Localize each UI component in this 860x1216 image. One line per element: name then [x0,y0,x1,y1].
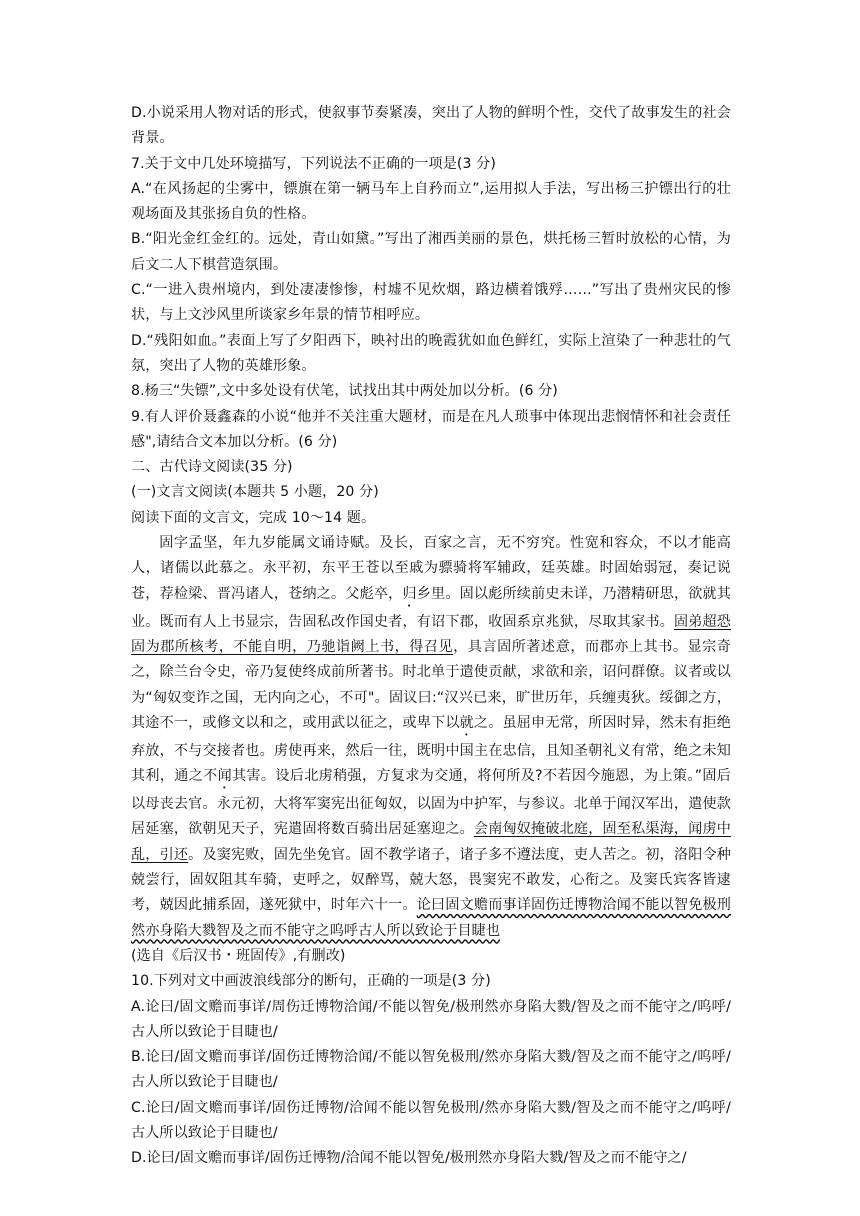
question-7-option-a: A.“在风扬起的尘雾中，镖旗在第一辆马车上自矜而立”,运用拟人手法，写出杨三护镖出行的壮观场面及其张扬自负的性格。 [131,180,731,223]
underlined-sentence-2: 会南匈奴掩破北庭，固至私渠海，闻虏中乱，引还 [131,821,731,863]
passage-text: 固字孟坚，年九岁能属文诵诗赋。及长，百家之言，无不穷究。性宽和容众，不以才能高人，诸儒以此慕之。永平初，东平王苍以至戚为骠骑将军辅政，廷英雄。时固始弱冠，奏记说苍，荐检梁、晋冯诸人，苍纳之。父彪卒， [131,535,731,602]
reading-instruction: 阅读下面的文言文，完成 10～14 题。 [131,509,376,526]
passage-text: 乡里。固以彪所续前史未详，乃潜精研思，欲就其业。既而有人上书显宗，告固私改作国史者，有诏下郡，收固系京兆狱，尽取其家书。 [131,585,731,630]
subsection-heading: (一)文言文阅读(本题共 5 小题，20 分) [131,484,379,501]
dotted-char: 就 [459,714,474,731]
question-10-stem: 10.下列对文中画波浪线部分的断句，正确的一项是(3 分) [131,973,491,990]
question-7-option-b: B.“阳光金红金红的。远处，青山如黛。”写出了湘西美丽的景色，烘托杨三暂时放松的心情，为后文二人下棋营造氛围。 [131,231,731,273]
section-heading: 二、古代诗文阅读(35 分) [131,459,293,476]
question-9: 9.有人评价聂鑫森的小说“他并不关注重大题材，而是在凡人琐事中体现出悲悯情怀和社会责任感",请结合文本加以分析。(6 分) [131,408,731,450]
passage-source: (选自《后汉书・班固传》,有删改) [131,947,346,964]
dotted-char: 闻 [217,768,233,785]
question-7-stem: 7.关于文中几处环境描写，下列说法不正确的一项是(3 分) [131,155,496,172]
passage-text: 其害。设后北虏稍强，方复求为交通，将何所及?不若因今施恩，为上策。”固后以母丧去官。永元初，大将军窦宪出征匈奴，以固为中护军，与参议。北单于闻汉军出，遣使款居延塞，欲朝见天子，宪遣固将数百骑出居延塞迎之。 [131,768,731,838]
dotted-char: 归 [402,585,417,602]
wavy-underlined-passage: 论曰固文赡而事详固伤迁博物洽闻不能以智免极刑然亦身陷大戮智及之而不能守之呜呼古人所以致论于目睫也 [131,897,732,939]
document-content [131,101,731,1172]
question-10-option-a: A.论曰/固文赡而事详/周伤迁博物洽闻/不能以智免/极刑然亦身陷大戮/智及之而不能守之/呜呼/古人所以致论于目睫也/ [131,998,731,1040]
question-10-option-b: B.论曰/固文赡而事详/固伤迁博物洽闻/不能以智免极刑/然亦身陷大戮/智及之而不能守之/呜呼/古人所以致论于目睫也/ [131,1049,731,1091]
passage-text: 。及窦宪败，固先坐免官。固不教学诸子，诸子多不遵法度，吏人苦之。初，洛阳令种兢尝行，固奴阻其车骑，吏呼之，奴醉骂，兢大怒，畏窦宪不敢发，心衔之。及窦氏宾客皆逮考，兢因此捕系固，遂死狱中，时年六十一。 [131,846,731,914]
question-7-option-c: C.“一进入贵州境内，到处凄凄惨惨，村墟不见炊烟，路边横着饿殍……”写出了贵州灾民的惨状，与上文沙风里所谈家乡年景的情节相呼应。 [131,282,731,324]
passage-text: 之。虽屈申无常，所因时异，然未有拒绝弃放，不与交接者也。虏使再来，然后一往，既明中国主在忠信，且知圣朝礼义有常，绝之未知其利，通之不 [131,714,731,785]
underlined-sentence-1: 固弟超恐固为郡所核考，不能自明，乃驰诣阙上书，得召见 [131,613,731,655]
question-7-option-d: D.“残阳如血。”表面上写了夕阳西下，映衬出的晚霞犹如血色鲜红，实际上渲染了一种悲壮的气氛，突出了人物的英雄形象。 [131,332,731,374]
option-d-q6: D.小说采用人物对话的形式，使叙事节奏紧凑，突出了人物的鲜明个性，交代了故事发生的社会背景。 [131,105,731,147]
question-8: 8.杨三“失镖”,文中多处设有伏笔，试找出其中两处加以分析。(6 分) [131,383,558,400]
question-10-option-d: D.论曰/固文赡而事详/固伤迁博物/洽闻不能以智免/极刑然亦身陷大戮/智及之而不能守之/ [131,1150,687,1167]
passage-text: ，具言固所著述意，而郡亦上其书。显宗奇之，除兰台令史，帝乃复使终成前所著书。时北单于遣使贡献，求欲和亲，诏问群僚。议者或以为“匈奴变诈之国，无内向之心，不可"。固议曰:“汉兴已来，旷世历年，兵缠夷狄。绥御之方，其途不一，或修文以和之，或用武以征之，或卑下以 [131,638,731,731]
classical-passage [131,531,731,944]
question-10-option-c: C.论曰/固文赡而事详/固伤迁博物/洽闻不能以智免极刑/然亦身陷大戮/智及之而不能守之/呜呼/古人所以致论于目睫也/ [131,1099,731,1141]
